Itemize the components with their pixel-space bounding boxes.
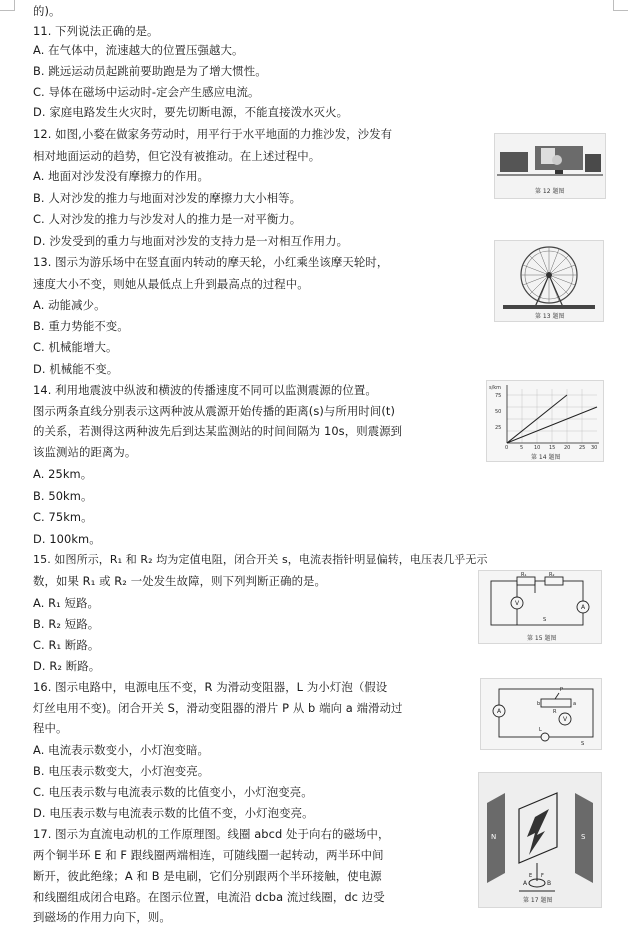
figure-caption: 第 14 题图 (531, 454, 561, 461)
page-corner-mark-right (613, 0, 628, 11)
q14-option-a: A. 25km。 (33, 467, 93, 481)
switch-label: S (581, 741, 585, 747)
voltmeter-label: V (515, 600, 520, 607)
graph-ytick: 75 (495, 393, 502, 399)
question-17-stem: 17. 图示为直流电动机的工作原理图。线圈 abcd 处于向右的磁场中， (33, 827, 390, 841)
terminal-b-label: b (537, 701, 541, 707)
question-16-stem: 16. 图示电路中，电源电压不变，R 为滑动变阻器，L 为小灯泡（假设 (33, 680, 388, 694)
q13-option-b: B. 重力势能不变。 (33, 319, 129, 333)
question-13-stem-cont: 速度大小不变，则她从最低点上升到最高点的过程中。 (33, 277, 309, 291)
question-12-stem: 12. 如图,小婺在做家务劳动时，用平行于水平地面的力推沙发，沙发有 (33, 127, 393, 141)
q12-option-d: D. 沙发受到的重力与地面对沙发的支持力是一对相互作用力。 (33, 234, 349, 248)
q11-option-d: D. 家庭电路发生火灾时，要先切断电源，不能直接泼水灭火。 (33, 105, 349, 119)
q11-option-c: C. 导体在磁场中运动时-定会产生感应电流。 (33, 85, 260, 99)
resistor-r1-label: R₁ (521, 572, 527, 578)
brush-b-label: B (547, 880, 552, 887)
graph-xtick: 10 (534, 445, 541, 451)
voltmeter-label: V (563, 716, 568, 723)
dc-motor-illustration (479, 773, 601, 907)
figure-q16-circuit (480, 678, 602, 750)
circuit-diagram-16 (481, 679, 601, 749)
q14-option-c: C. 75km。 (33, 510, 93, 524)
graph-xtick: 30 (591, 445, 598, 451)
q16-option-b: B. 电压表示数变大，小灯泡变亮。 (33, 764, 210, 778)
page-corner-mark-left (0, 0, 15, 11)
half-ring-f-label: F (541, 873, 544, 879)
graph-xtick: 0 (505, 445, 509, 451)
magnet-n-label: N (491, 833, 497, 841)
q12-option-b: B. 人对沙发的推力与地面对沙发的摩擦力大小相等。 (33, 191, 302, 205)
terminal-a-label: a (573, 701, 577, 707)
q16-option-d: D. 电压表示数与电流表示数的比值不变，小灯泡变亮。 (33, 806, 314, 820)
ammeter-label: A (497, 708, 502, 715)
question-14-stem: 14. 利用地震波中纵波和横波的传播速度不同可以监测震源的位置。 (33, 383, 377, 397)
switch-label: S (543, 617, 547, 623)
q14-option-d: D. 100km。 (33, 532, 101, 546)
ammeter-label: A (581, 604, 586, 611)
q11-option-b: B. 跳远运动员起跳前要助跑是为了增大惯性。 (33, 64, 267, 78)
question-14-stem-cont: 的关系，若测得这两种波先后到达某监测站的时间间隔为 10s，则震源到 (33, 424, 403, 438)
q15-option-d: D. R₂ 断路。 (33, 659, 101, 673)
q12-option-c: C. 人对沙发的推力与沙发对人的推力是一对平衡力。 (33, 212, 302, 226)
figure-q13-ferris-wheel (494, 240, 604, 322)
figure-q17-dc-motor (478, 772, 602, 908)
brush-a-label: A (523, 880, 528, 887)
question-16-stem-cont: 程中。 (33, 721, 68, 735)
graph-ytick: 50 (495, 409, 502, 415)
magnet-s-label: S (581, 833, 586, 841)
slider-p-label: P (560, 687, 564, 693)
st-graph (487, 381, 603, 461)
figure-caption: 第 17 题图 (523, 897, 553, 904)
q14-option-b: B. 50km。 (33, 489, 93, 503)
figure-caption: 第 12 题图 (535, 188, 565, 195)
q13-option-d: D. 机械能不变。 (33, 362, 119, 376)
question-15-stem: 15. 如图所示，R₁ 和 R₂ 均为定值电阻，闭合开关 s，电流表指针明显偏转，电压表几乎无示 (33, 553, 488, 566)
question-14-stem-cont: 图示两条直线分别表示这两种波从震源开始传播的距离(s)与所用时间(t) (33, 404, 396, 418)
q13-option-a: A. 动能减少。 (33, 298, 106, 312)
lamp-label: L (539, 727, 542, 733)
resistor-r2-label: R₂ (549, 572, 555, 578)
question-11-stem: 11. 下列说法正确的是。 (33, 24, 159, 38)
ferris-wheel-illustration (495, 241, 603, 321)
figure-q12-sofa (494, 133, 606, 199)
question-14-stem-cont: 该监测站的距离为。 (33, 445, 137, 459)
graph-xtick: 15 (549, 445, 556, 451)
figure-caption: 第 15 题图 (527, 635, 557, 642)
figure-q15-circuit (478, 570, 602, 644)
q13-option-c: C. 机械能增大。 (33, 340, 118, 354)
graph-ytick: 25 (495, 425, 502, 431)
question-17-stem-cont: 到磁场的作用力向下，则。 (33, 910, 171, 924)
q15-option-c: C. R₁ 断路。 (33, 638, 100, 652)
question-17-stem-cont: 两个铜半环 E 和 F 跟线圈两端相连，可随线圈一起转动，两半环中间 (33, 848, 384, 862)
graph-xtick: 20 (564, 445, 571, 451)
figure-q14-st-graph (486, 380, 604, 462)
q15-option-b: B. R₂ 短路。 (33, 617, 100, 631)
rheostat-label: R (553, 709, 557, 715)
q12-option-a: A. 地面对沙发没有摩擦力的作用。 (33, 169, 210, 183)
question-16-stem-cont: 灯丝电用不变)。闭合开关 S，滑动变阻器的滑片 P 从 b 端向 a 端滑动过 (33, 701, 403, 715)
question-12-stem-cont: 相对地面运动的趋势，但它没有被推动。在上述过程中。 (33, 149, 321, 163)
graph-xtick: 5 (520, 445, 524, 451)
graph-xtick: 25 (579, 445, 586, 451)
figure-caption: 第 13 题图 (535, 313, 565, 320)
question-17-stem-cont: 断开，彼此绝缘；A 和 B 是电刷，它们分别跟两个半环接触，使电源 (33, 869, 382, 883)
q16-option-c: C. 电压表示数与电流表示数的比值变小，小灯泡变亮。 (33, 785, 313, 799)
question-13-stem: 13. 图示为游乐场中在竖直面内转动的摩天轮，小红乘坐该摩天轮时， (33, 255, 389, 269)
text-line: 的)。 (33, 4, 61, 18)
half-ring-e-label: E (529, 873, 533, 879)
graph-ylabel: s/km (489, 385, 502, 391)
question-17-stem-cont: 和线圈组成闭合电路。在图示位置，电流沿 dcba 流过线圈，dc 边受 (33, 890, 385, 904)
q11-option-a: A. 在气体中，流速越大的位置压强越大。 (33, 43, 244, 57)
q15-option-a: A. R₁ 短路。 (33, 596, 100, 610)
question-15-stem-cont: 数，如果 R₁ 或 R₂ 一处发生故障，则下列判断正确的是。 (33, 574, 327, 588)
q16-option-a: A. 电流表示数变小，小灯泡变暗。 (33, 743, 210, 757)
